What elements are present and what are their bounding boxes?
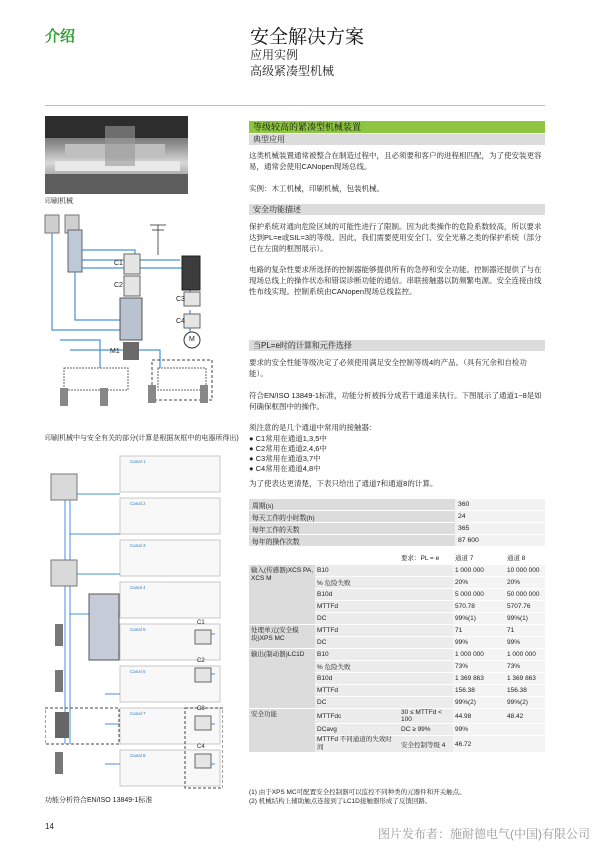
subtitle-2: 高级紧凑型机械: [250, 64, 335, 78]
label-c3: C3: [176, 296, 185, 303]
channel-3-label: Canal 3: [130, 543, 146, 548]
machine-photo-art: [45, 116, 188, 194]
table-row: B10d 1 369 863 1 369 863: [249, 673, 545, 685]
channel-4-label: Canal 4: [130, 585, 146, 590]
header-divider: [45, 105, 545, 106]
table-row: DC 99%(1) 99%(1): [249, 613, 545, 625]
channel-2-label: Canal 2: [130, 501, 146, 506]
label-c2: C2: [114, 282, 123, 289]
calculation-bar: 当PL=e时的计算和元件选择: [249, 340, 545, 351]
list-item: ● C3常用在通道3,7中: [249, 454, 321, 463]
diagram-2-caption: 功能分析符合EN/ISO 13849-1标准: [45, 797, 153, 804]
table-row: MTTFd 不同通道的失效时间 安全控制等级 4 46.72: [249, 736, 545, 753]
wiring-diagram-1: [40, 210, 220, 432]
table-row: 每年的操作次数 87 600: [249, 535, 545, 547]
section-header: 等级较高的紧凑型机械装置: [249, 121, 545, 133]
contactor-note: 须注意的是几个通道中常用的接触器：: [249, 423, 377, 432]
channel-8-label: Canal 8: [130, 753, 146, 758]
photo-caption: 印刷机械: [45, 198, 73, 205]
table-row: MTTFd 570.78 5707.76: [249, 601, 545, 613]
table-row: DCavg DC ≥ 99% 99%: [249, 724, 545, 736]
channel-diagram: [45, 454, 223, 794]
list-item: ● C2常用在通道2,4,6中: [249, 444, 327, 453]
table-row: 每天工作的小时数(h) 24: [249, 511, 545, 523]
table-header-row: 要求：PL = e 通道 7 通道 8: [249, 551, 545, 565]
label-c4: C4: [176, 318, 185, 325]
contactor-list: [249, 434, 327, 474]
controller-paragraph: 电路的复杂性要求所选择的控制器能够提供所有的急停和安全功能。控制器还提供了与在现场总线上的操作状态和错误诊断功能的通信。串联接触器以防频繁电源。安全连接由线性布线实现。控制系统由CANopen现场总线监控。: [249, 265, 542, 296]
table-row: 周期(s) 360: [249, 499, 545, 511]
footnote-1: (1) 由于XPS MC可配置安全控制器可以监控不同种类的元器件和开关触点。: [249, 789, 466, 796]
channel-7-label: Canal 7: [130, 711, 146, 716]
diagram-1-caption: 印刷机械中与安全有关的部分(计算是根据灰框中的电器所得出): [45, 435, 239, 442]
table-intro: 为了使表达更清楚，下表只给出了通道7和通道8的计算。: [249, 479, 438, 488]
requirement-paragraph: 要求的安全性能等级决定了必须使用满足安全控制等级4的产品。（具有冗余和自检功能）。: [249, 358, 527, 378]
table-row: 每年工作的天数 365: [249, 523, 545, 535]
calculation-table: [249, 551, 545, 753]
list-item: ● C4常用在通道4,8中: [249, 464, 321, 473]
label-m1: M1: [110, 348, 120, 355]
table-row: 输出(制动器)LC1D B10 1 000 000 1 000 000: [249, 649, 545, 661]
footnote-2: (2) 机械结构上辅助触点连接到了LC1D接触器形成了反馈回路。: [249, 798, 432, 805]
table-row: % 危险失败 73% 73%: [249, 661, 545, 673]
analysis-paragraph: 符合EN/ISO 13849-1标准，功能分析被拆分成若干通道来执行。下图展示了通道1~8是如何确保框图中的操作。: [249, 391, 542, 411]
channel-6-label: Canal 6: [130, 669, 146, 674]
safety-description-bar: 安全功能描述: [249, 204, 545, 215]
list-item: ● C1常用在通道1,3,5中: [249, 434, 327, 443]
table-row: 处理单元(安全模块)XPS MC MTTFd 71 71: [249, 625, 545, 637]
operation-stats-table: [249, 499, 545, 547]
printing-machine-photo: [45, 116, 188, 194]
table-row: % 危险失败 20% 20%: [249, 577, 545, 589]
section-tag: 介绍: [45, 28, 76, 45]
label-c1: C1: [114, 260, 123, 267]
d2-label-c1: C1: [197, 620, 205, 626]
channel-5-label: Canal 5: [130, 627, 146, 632]
examples-paragraph: 实例：木工机械，印刷机械，包装机械。: [249, 184, 384, 193]
table-row: DC 99%(2) 99%(2): [249, 697, 545, 709]
typical-application-bar: 典型应用: [249, 134, 545, 145]
d2-label-c3: C3: [197, 706, 205, 712]
channel-1-label: Canal 1: [130, 459, 146, 464]
table-row: B10d 5 000 000 50 000 000: [249, 589, 545, 601]
subtitle-1: 应用实例: [250, 48, 299, 62]
d2-label-c4: C4: [197, 744, 205, 750]
safety-paragraph: 保护系统对通向危险区域的可能性进行了限制。因为此类操作的危险系数较高，所以要求达到PL=e或SIL=3的等级。因此，我们需要使用安全门、安全光幕之类的保护系统（部分已在左面的框图展示）。: [249, 222, 542, 253]
table-row: 安全功能 MTTFdc 30 ≤ MTTFd < 100 44.98 48.42: [249, 709, 545, 724]
page-number: 14: [45, 822, 54, 831]
intro-paragraph: 这类机械装置通常被整合在制造过程中，且必须要和客户的进程相匹配，为了使安装更容易，通常会使用CANopen现场总线。: [249, 151, 542, 171]
wiring-diagram-1-art: [40, 210, 220, 432]
table-row: DC 99% 99%: [249, 637, 545, 649]
d2-label-c2: C2: [197, 658, 205, 664]
page-title: 安全解决方案: [250, 27, 365, 48]
table-row: 输入(传感器)XCS PA, XCS M B10 1 000 000 10 000 000: [249, 565, 545, 577]
label-m: M: [189, 336, 195, 343]
table-row: MTTFd 156.38 156.38: [249, 685, 545, 697]
publisher-watermark: 图片发布者：施耐德电气(中国)有限公司: [378, 827, 590, 841]
